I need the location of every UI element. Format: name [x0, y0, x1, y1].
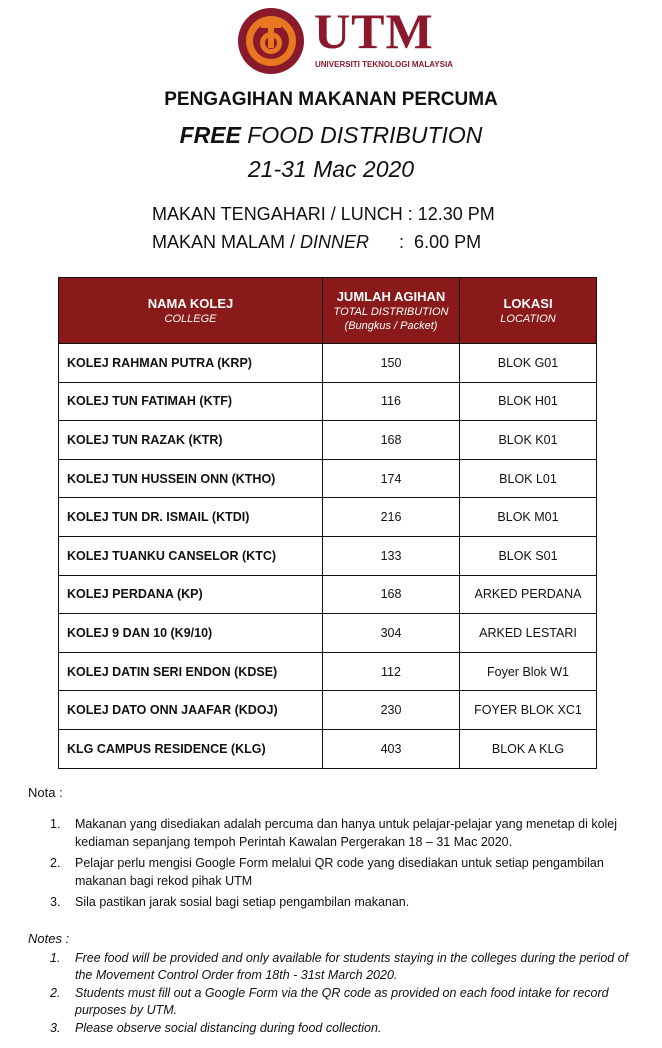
- college-cell: KOLEJ TUN HUSSEIN ONN (KTHO): [59, 459, 323, 498]
- college-cell: KOLEJ 9 DAN 10 (K9/10): [59, 614, 323, 653]
- utm-logo: [236, 3, 456, 76]
- dinner-line: [152, 232, 481, 253]
- college-cell: KOLEJ TUANKU CANSELOR (KTC): [59, 536, 323, 575]
- nota-heading: Nota :: [28, 785, 63, 800]
- location-cell: BLOK M01: [460, 498, 597, 537]
- location-cell: BLOK G01: [460, 344, 597, 383]
- lunch-label: MAKAN TENGAHARI / LUNCH: [152, 204, 403, 224]
- notes-heading: Notes :: [28, 931, 70, 946]
- total-cell: 216: [323, 498, 460, 537]
- table-row: [59, 382, 597, 421]
- utm-seal-icon: [236, 6, 306, 76]
- table-row: [59, 344, 597, 383]
- total-cell: 112: [323, 652, 460, 691]
- dinner-label-english: DINNER: [300, 232, 370, 252]
- table-row: [59, 729, 597, 768]
- college-cell: KOLEJ PERDANA (KP): [59, 575, 323, 614]
- nota-list: [47, 815, 637, 914]
- location-cell: BLOK S01: [460, 536, 597, 575]
- title-malay: PENGAGIHAN MAKANAN PERCUMA: [164, 89, 498, 110]
- list-item: 1. Free food will be provided and only available for students staying in the colleges during the period of the Movement Control Order from 18th - 31st March 2020.: [50, 951, 629, 982]
- title-english: [0, 122, 662, 149]
- table-row: [59, 536, 597, 575]
- title-free-word: FREE: [179, 122, 241, 148]
- total-cell: 230: [323, 691, 460, 730]
- lunch-line: [152, 204, 495, 225]
- title-english-rest: FOOD DISTRIBUTION: [240, 122, 483, 148]
- list-item: 2. Students must fill out a Google Form via the QR code as provided on each food intake for record purposes by UTM.: [50, 986, 609, 1017]
- total-cell: 116: [323, 382, 460, 421]
- table-row: [59, 459, 597, 498]
- distribution-table: [58, 277, 597, 769]
- location-cell: FOYER BLOK XC1: [460, 691, 597, 730]
- logo-wordmark: UTM: [314, 3, 434, 59]
- college-cell: KOLEJ DATIN SERI ENDON (KDSE): [59, 652, 323, 691]
- total-cell: 168: [323, 575, 460, 614]
- list-item: 3. Please observe social distancing during food collection.: [50, 1021, 382, 1035]
- list-item: 3. Sila pastikan jarak sosial bagi setiap pengambilan makanan.: [50, 895, 410, 909]
- college-cell: KOLEJ TUN DR. ISMAIL (KTDI): [59, 498, 323, 537]
- college-cell: KOLEJ TUN RAZAK (KTR): [59, 421, 323, 460]
- location-cell: BLOK K01: [460, 421, 597, 460]
- total-cell: 304: [323, 614, 460, 653]
- list-item: 2. Pelajar perlu mengisi Google Form melalui QR code yang disediakan untuk setiap pengambilan makanan bagi rekod pihak UTM: [50, 856, 604, 888]
- total-cell: 150: [323, 344, 460, 383]
- logo-subtitle: UNIVERSITI TEKNOLOGI MALAYSIA: [315, 60, 453, 69]
- title-date: 21-31 Mac 2020: [247, 156, 415, 182]
- table-row: [59, 691, 597, 730]
- list-item: 1. Makanan yang disediakan adalah percuma dan hanya untuk pelajar-pelajar yang menetap di kolej kediaman sepanjang tempoh Perintah Kawalan Pergerakan 18 – 31 Mac 2020.: [50, 817, 618, 849]
- total-cell: 168: [323, 421, 460, 460]
- college-cell: KOLEJ RAHMAN PUTRA (KRP): [59, 344, 323, 383]
- total-cell: 403: [323, 729, 460, 768]
- header-college: NAMA KOLEJ COLLEGE: [59, 278, 323, 344]
- location-cell: BLOK A KLG: [460, 729, 597, 768]
- dinner-label: MAKAN MALAM /: [152, 232, 301, 252]
- location-cell: BLOK L01: [460, 459, 597, 498]
- table-row: [59, 575, 597, 614]
- location-cell: Foyer Blok W1: [460, 652, 597, 691]
- table-row: [59, 421, 597, 460]
- college-cell: KLG CAMPUS RESIDENCE (KLG): [59, 729, 323, 768]
- table-row: [59, 614, 597, 653]
- location-cell: ARKED PERDANA: [460, 575, 597, 614]
- college-cell: KOLEJ TUN FATIMAH (KTF): [59, 382, 323, 421]
- college-cell: KOLEJ DATO ONN JAAFAR (KDOJ): [59, 691, 323, 730]
- location-cell: ARKED LESTARI: [460, 614, 597, 653]
- notes-list: [47, 950, 637, 1038]
- lunch-time: : 12.30 PM: [402, 204, 495, 224]
- header-total: JUMLAH AGIHAN TOTAL DISTRIBUTION (Bungkus / Packet): [323, 278, 460, 344]
- header-location: LOKASI LOCATION: [460, 278, 597, 344]
- total-cell: 174: [323, 459, 460, 498]
- total-cell: 133: [323, 536, 460, 575]
- dinner-time: : 6.00 PM: [369, 232, 482, 252]
- table-header-row: [59, 278, 597, 344]
- location-cell: BLOK H01: [460, 382, 597, 421]
- table-row: [59, 652, 597, 691]
- table-row: [59, 498, 597, 537]
